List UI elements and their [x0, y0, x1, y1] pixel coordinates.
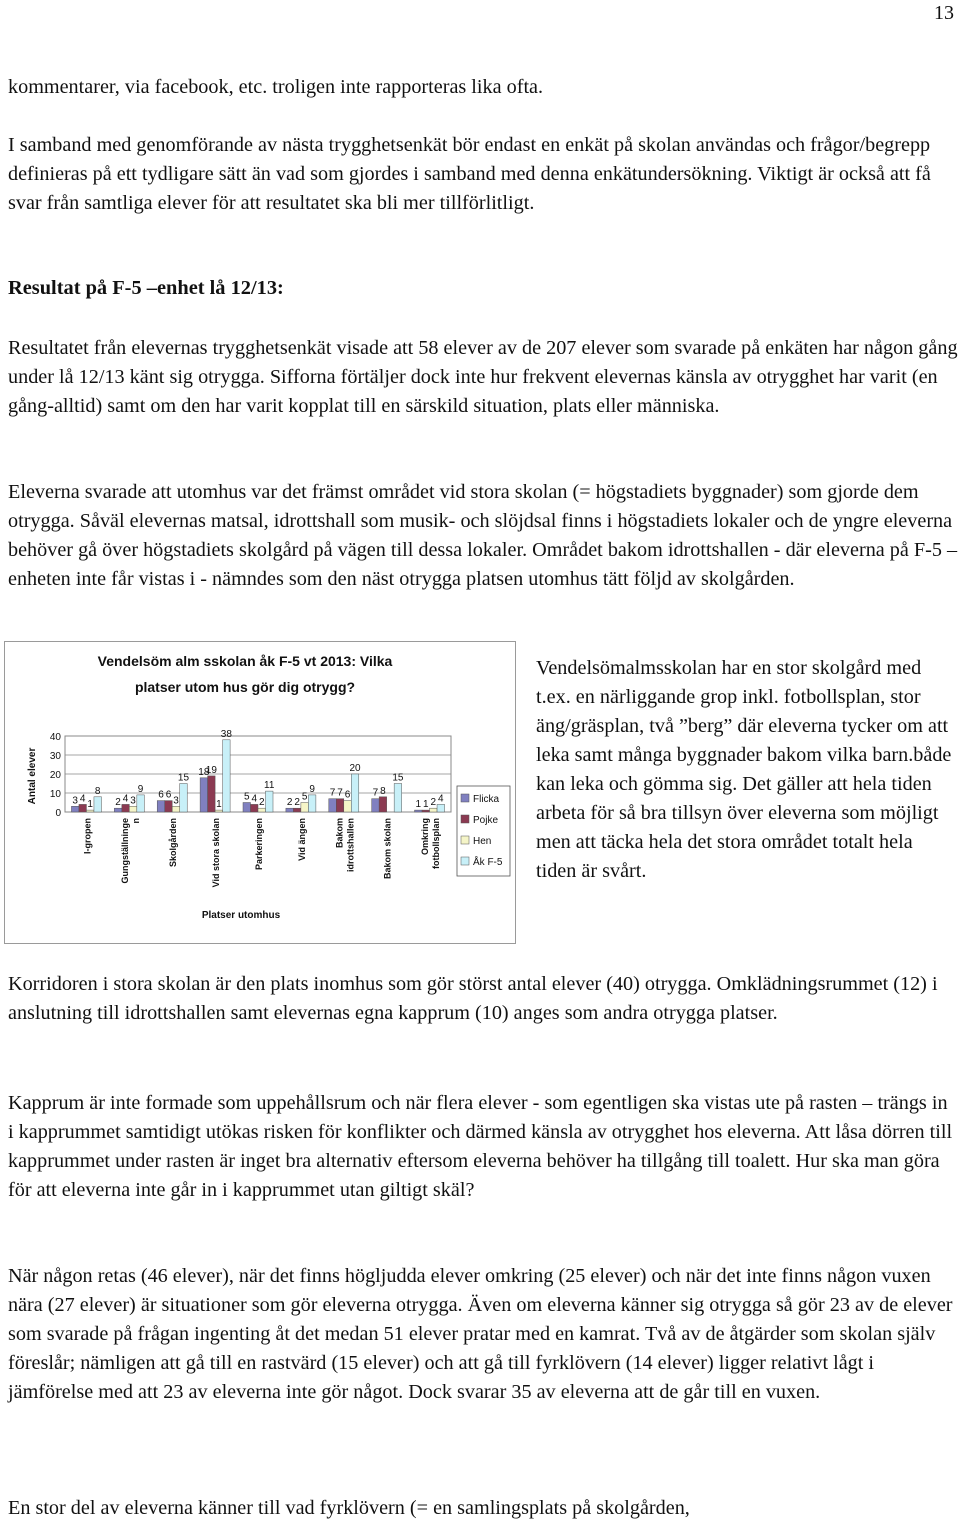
bar-Åk F-5: [94, 797, 102, 812]
bar-value-label: 4: [122, 793, 129, 805]
paragraph-fyrklovern: En stor del av eleverna känner till vad fyrklövern (= en samlingsplats på skolgården,: [8, 1497, 690, 1519]
bar-Flicka: [200, 778, 208, 812]
bar-Pojke: [422, 810, 430, 812]
bar-value-label: 8: [94, 785, 101, 797]
bar-value-label: 15: [392, 772, 404, 784]
bar-Pojke: [293, 808, 301, 812]
chart-y-axis-label: Antal elever: [27, 747, 38, 805]
bar-Flicka: [372, 799, 380, 812]
bar-Pojke: [379, 797, 387, 812]
chart-title-line2: platser utom hus gör dig otrygg?: [134, 679, 356, 695]
bar-Hen: [430, 808, 438, 812]
bar-value-label: 2: [430, 797, 437, 809]
bar-value-label: 2: [286, 797, 293, 809]
y-tick-label: 20: [49, 770, 61, 781]
bar-Åk F-5: [223, 740, 231, 812]
bar-value-label: 9: [309, 783, 315, 795]
bar-chart: [4, 641, 516, 944]
bar-Åk F-5: [308, 795, 316, 812]
chart-x-axis-label: Platser utomhus: [201, 910, 281, 921]
bar-value-label: 15: [177, 772, 190, 784]
y-tick-label: 30: [49, 751, 61, 762]
paragraph-cloakroom: Kapprum är inte formade som uppehållsrum och när flera elever - som egentligen ska vistas ute på rasten – trängs in i kapprummet samtidigt utökas risken för konflikter och därmed känsla av otrygghet hos eleverna. Att låsa dörren till kapprummet under rasten är inget bra alternativ eftersom eleverna behöver ha tillgång till toalett. Hur ska man göra för att eleverna inte går in i kapprummet utan giltigt skäl?: [8, 1092, 953, 1201]
chart-canvas: [5, 642, 515, 943]
bar-value-label: 11: [264, 780, 275, 792]
bar-value-label: 1: [415, 799, 422, 811]
bar-value-label: 3: [173, 795, 179, 807]
bar-Åk F-5: [180, 784, 188, 813]
x-tick-label: I-gropen: [82, 818, 93, 854]
bar-Åk F-5: [266, 791, 274, 812]
legend-swatch: [461, 815, 469, 823]
legend-swatch: [461, 857, 469, 865]
legend-label: Pojke: [473, 815, 499, 826]
bar-value-label: 6: [344, 789, 351, 801]
bar-value-label: 4: [251, 793, 258, 805]
x-tick-label: fotbollsplan: [431, 818, 442, 869]
chart-y-ticks: [50, 732, 62, 819]
paragraph-situations: När någon retas (46 elever), när det finns högljudda elever omkring (25 elever) och när det inte finns någon vuxen nära (27 elever) är situationer som gör eleverna otrygga. Även om eleverna känner sig otrygga så gör 23 av de elever som svarade på frågan ingenting åt det medan 51 elever pratar med en kamrat. Två av de åtgärder som skolan själv föreslår; nämligen att gå till en rastvärd (15 elever) och att gå till fyrklövern (14 elever) ligger relativt lågt i jämförelse med att 23 av eleverna inte gör något. Dock svarar 35 av eleverna att de går till en vuxen.: [8, 1265, 953, 1403]
legend-label: Flicka: [473, 794, 500, 805]
bar-Hen: [258, 808, 266, 812]
bar-value-label: 5: [301, 791, 308, 803]
chart-legend: [457, 786, 510, 876]
bar-Hen: [86, 810, 94, 812]
x-tick-label: Parkeringen: [254, 818, 264, 871]
bar-Hen: [301, 803, 309, 813]
bar-value-label: 1: [423, 799, 429, 811]
paragraph-results: Resultatet från elevernas trygghetsenkät visade att 58 elever av de 207 elever som svarade på enkäten har någon gång under lå 12/13 känt sig otrygga. Sifforna förtäljer dock inte hur frekvent elevernas känsla av otrygghet har varit (en gång-alltid) samt om den har varit kopplat till en särskild situation, plats eller människa.: [8, 337, 958, 417]
chart-x-ticks: [82, 818, 441, 887]
x-tick-label: Vid stora skolan: [211, 818, 222, 888]
bar-value-label: 6: [165, 789, 172, 801]
y-tick-label: 0: [55, 808, 61, 819]
bar-Åk F-5: [437, 804, 445, 812]
bar-value-label: 9: [137, 783, 144, 795]
x-tick-label: idrottshallen: [345, 818, 356, 873]
bar-Pojke: [122, 804, 130, 812]
bar-Hen: [344, 801, 352, 812]
bar-value-label: 38: [220, 728, 232, 740]
bar-value-label: 2: [115, 797, 121, 809]
bar-value-label: 3: [130, 795, 136, 807]
bar-value-label: 19: [205, 764, 217, 776]
x-tick-label: Omkring: [420, 818, 431, 856]
bar-Hen: [215, 810, 223, 812]
x-tick-label: Bakom: [334, 818, 345, 849]
bar-value-label: 4: [438, 793, 444, 805]
paragraph-schoolyard: Vendelsömalmsskolan har en stor skolgård med t.ex. en närliggande grop inkl. fotbollsplan, stor äng/gräsplan, två ”berg” där eleverna tycker om att leka samt många byggnader bakom vilka barn.både kan leka och gömma sig. Det gäller att hela tiden arbeta för så bra tillsyn över eleverna som möjligt men att täcka hela det stora området totalt hela tiden är svårt.: [536, 657, 952, 882]
paragraph-corridor: Korridoren i stora skolan är den plats inomhus som gör störst antal elever (40) otrygga. Omklädningsrummet (12) i anslutning till idrottshallen samt elevernas egna kapprum (10) anges som andra otrygga platser.: [8, 973, 938, 1024]
bar-value-label: 5: [243, 791, 250, 803]
bar-Flicka: [71, 806, 79, 812]
section-heading: Resultat på F-5 –enhet lå 12/13:: [8, 277, 284, 299]
bar-Flicka: [415, 810, 423, 812]
bar-value-label: 2: [258, 797, 265, 809]
x-tick-label: Bakom skolan: [382, 818, 393, 880]
x-tick-label: Gungställninge: [119, 818, 130, 884]
bar-value-label: 20: [349, 763, 361, 774]
bar-value-label: 7: [372, 787, 379, 799]
paragraph-intro: kommentarer, via facebook, etc. troligen inte rapporteras lika ofta.: [8, 76, 544, 98]
bar-value-label: 6: [158, 789, 164, 801]
bar-Hen: [129, 806, 137, 812]
bar-value-label: 1: [216, 799, 222, 811]
bar-Åk F-5: [351, 774, 359, 812]
legend-label: Åk F-5: [473, 857, 503, 868]
bar-value-label: 7: [337, 787, 343, 799]
bar-Åk F-5: [137, 795, 145, 812]
legend-swatch: [461, 794, 469, 802]
bar-Flicka: [114, 808, 122, 812]
x-tick-label: Skolgården: [168, 818, 179, 868]
bar-value-label: 7: [329, 787, 336, 799]
bar-Flicka: [157, 801, 165, 812]
paragraph-survey-recommendation: I samband med genomförande av nästa trygghetsenkät bör endast en enkät på skolan användas och frågor/begrepp definieras på ett tydligare sätt än vad som gjordes i samband med denna enkätundersökning. Viktigt är också att få svar från samtliga elever för att resultatet ska bli mer tillförlitligt.: [8, 134, 931, 214]
bar-Åk F-5: [394, 784, 402, 813]
bar-value-label: 8: [380, 785, 386, 797]
y-tick-label: 10: [49, 789, 61, 800]
bar-value-label: 3: [72, 795, 78, 807]
bar-Pojke: [208, 776, 216, 812]
bar-Hen: [172, 806, 180, 812]
bar-Pojke: [79, 804, 87, 812]
bar-Pojke: [251, 804, 259, 812]
legend-swatch: [461, 836, 469, 844]
bar-Pojke: [336, 799, 344, 812]
x-tick-label: Vid ängen: [296, 818, 307, 861]
bar-value-label: 1: [87, 799, 93, 811]
chart-title-line1: Vendelsöm alm sskolan åk F-5 vt 2013: Vilka: [97, 653, 393, 669]
y-tick-label: 40: [49, 732, 61, 743]
bar-Flicka: [329, 799, 337, 812]
bar-Pojke: [165, 801, 173, 812]
bar-value-label: 4: [79, 793, 86, 805]
page-number: 13: [934, 2, 954, 24]
bar-value-label: 18: [198, 766, 210, 778]
bar-value-label: 2: [294, 797, 300, 809]
paragraph-outdoor-areas: Eleverna svarade att utomhus var det främst området vid stora skolan (= högstadiets byggnader) som gjorde dem otrygga. Såväl elevernas matsal, idrottshall som musik- och slöjdsal finns i högstadiets lokaler och de yngre eleverna behöver gå över högstadiets skolgård på vägen till dessa lokaler. Området bakom idrottshallen - där eleverna på F-5 –enheten inte får vistas i - nämndes som den näst otrygga platsen utomhus tätt följd av skolgården.: [8, 481, 958, 590]
bar-Flicka: [286, 808, 294, 812]
x-tick-label: n: [130, 818, 141, 824]
legend-label: Hen: [473, 836, 492, 847]
bar-Flicka: [243, 803, 251, 813]
